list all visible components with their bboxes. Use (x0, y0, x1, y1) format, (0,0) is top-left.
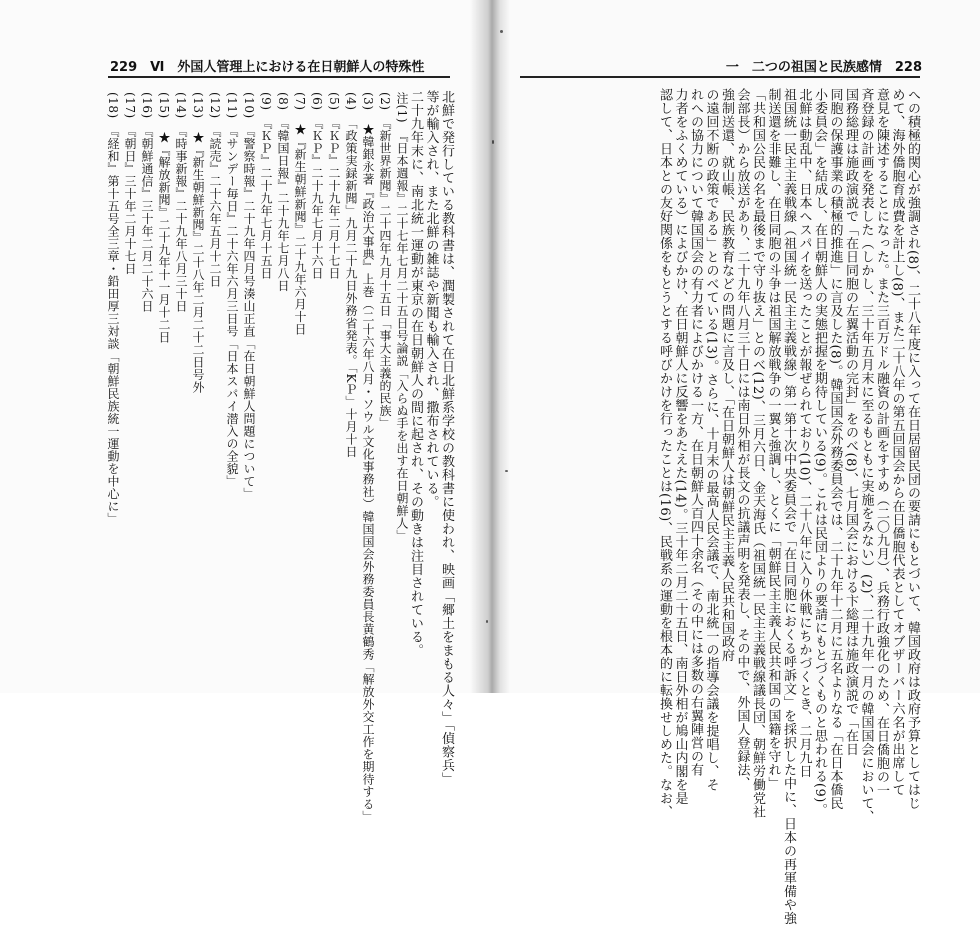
body-line: 同胞の保護事業の積極的推進」に言及した(8)。韓国国会外務委員会では、二十九年十二月に五名よりなる「在日本僑民 (827, 88, 843, 810)
left-header-rule (108, 76, 450, 78)
footnote: (18) 『経和』第十五号全三章・鉛田厚三対談「朝鮮民族統一運動を中心に」 (106, 92, 120, 526)
body-line: 「共和国公民の名を最後まで守り抜え」とのべ(12)、三月六日、金天海氏（祖国統一民主主義戦線議長団、朝鮮労働党社 (750, 88, 765, 819)
left-page-header: 229 Ⅵ 外国人管理上における在日朝鮮人の特殊性 (110, 60, 425, 75)
left-body-text (408, 90, 454, 786)
footnote: (9) 『ＫＰ』二十九年七月十五日 (259, 92, 273, 280)
footnote: (10) 『警察時報』二十九年四月号湊山正直「在日朝鮮人問題について」 (242, 92, 256, 501)
footnote: (16) 『朝鮮通信』三十年二月二十六日 (140, 92, 154, 313)
body-line: 力者をふくめている）によびかけ、在日朝鮮人に反響をあたえた(14)。三十年二月二十五日、南日外相が鳩山内閣を是 (672, 88, 688, 806)
footnote: (17) 『朝日』三十年二月十七日 (123, 92, 137, 276)
body-line: 国務総理は施政演説で「在日同胞の左翼活動の完封」をのべ(8)、七月国会における卞総理は施政演説で「在日 (843, 88, 858, 756)
footnote: (7) ★『新生朝鮮新聞』二十九年六月十日 (293, 92, 307, 336)
right-body-text (520, 88, 920, 925)
footnote: (15) ★『解放新聞』二十九年十一月十二日 (157, 92, 171, 344)
body-line: めて、海外僑胞育成費を計上し(8)、また二十八年の第五回国会から在日僑胞代表としてオブザーバー六名が出席して (889, 88, 905, 797)
body-line: の遠回不断の政策である」とのべている(13)。さらに、十月末の最高人民会議で、南北統一の指導会議を提唱し、そ (703, 88, 719, 792)
body-line: れへの協力について韓国国会の有力者によびかける一方、在日朝鮮人百四十余名（その中には多数の右翼陣営の有 (688, 88, 703, 777)
right-page-header: 一 二つの祖国と民族感情 228 (725, 60, 922, 75)
body-line: への積極的関心が強調され(8)、二十八年度に入って在日居留民団の要請にもとづいて、韓国政府は政府予算としてはじ (905, 88, 920, 810)
body-line: 小委員会」を結成し、在日朝鮮人の実態把握を期待している(9)。これは民団よりの要請にもとづくものと思われる(9)。 (812, 88, 827, 817)
body-line: 二十九年末に、南北統一運動が東京の在日朝鮮人の間に起され、その動きは注目されている。 (408, 90, 423, 657)
body-line: 意見を陳述することになった。また三百万ドル融資の計画をすすめ（二〇九月）、兵務行政強化のため、在日僑胞の一 (874, 88, 889, 797)
scan-speckle (500, 30, 503, 33)
book-gutter-shadow (470, 0, 510, 693)
footnote: (4) 「政策実録新聞」九月二十九日外務省発表。「KＰ」十月十日 (344, 92, 358, 458)
scan-speckle (505, 470, 508, 472)
body-line: 北鮮は動乱中、日本へスパイを送ったことが報ぜられており(10)、二十八年に入り休戦にちかづくとき、二月九日 (796, 88, 812, 779)
body-line: 強制送還、就山帳、民族教育などの問題に言及し、「在日朝鮮人は朝鮮民主主義人民共和国政府 (719, 88, 734, 662)
footnote: (2) 『新世界新聞』二十四年九月十五日「事大主義的民族」 (378, 92, 392, 430)
body-line: 会部長）から放送があり、二十九年八月三十日には南日外相が長文の抗議声明を発表し、その中で、外国人登録法、 (734, 88, 750, 790)
footnote: (14) 『時事新報』二十九年八月三十日 (174, 92, 188, 313)
footnote: (13) ★『新生朝鮮新聞』二十八年二月二十二日号外 (191, 92, 205, 394)
footnote: (6) 『ＫＰ』二十九年七月十六日 (310, 92, 324, 280)
footnote: 注(1) 『日本週報』二十七年七月二十五日号論説「入らぬ手を出す在日朝鮮人」 (395, 92, 409, 542)
body-line: 制送還を非難し、在日同胞の斗争は祖国解放戦争の一翼と強調し、とくに「朝鮮民主主義人民共和国の国籍を守れ」 (765, 88, 781, 790)
left-page (0, 0, 488, 823)
scan-speckle (486, 620, 488, 623)
body-line: 認して、日本との友好関係をもとうとする呼びかけを行ったことは(16)、民戦系の運動を根本的に転換せしめた。なお、 (657, 88, 672, 819)
footnote: (8) 『韓国日報』二十九年七月八日 (276, 92, 290, 292)
footnote: (12) 『読売』二十六年五月十二日 (208, 92, 222, 288)
footnote: (11) 『サンデー毎日』二十六年六月三日号「日本スパイ潜入の全貌」 (225, 92, 239, 488)
body-line: 祖国統一民主主義戦線（祖国統一民主主義戦線）第一第十次中央委員会で「在日同胞におくる呼訴文」を採択した中に、日本の再軍備や強 (781, 88, 796, 925)
footnotes (106, 92, 410, 823)
body-line: 等が輸入され、また北鮮の雑誌や新聞も輸入され、撒布されている。 (423, 90, 439, 509)
footnote: (5) 『ＫＰ』二十九年二月十七日 (327, 92, 341, 280)
footnote: (3) ★韓銀永著『政治大事典』上巻（二十六年八月・ソウル文化事務社）韓国国会外務委員長黄鶴秀「解放外交工作を期待する」 (361, 92, 375, 823)
scan-speckle (492, 140, 494, 144)
body-line: 北鮮で発行している教科書は、潤製されて在日北鮮系学校の教科書に使われ、映画「郷土をまもる人々」「偵察兵」 (439, 90, 454, 786)
body-line: 斉登録の計画を発表した（しかし、三十年五月末に至るもともに実施をみない）(2)、二十九年一月の韓国国会において、 (858, 88, 874, 824)
right-header-rule (520, 76, 920, 78)
